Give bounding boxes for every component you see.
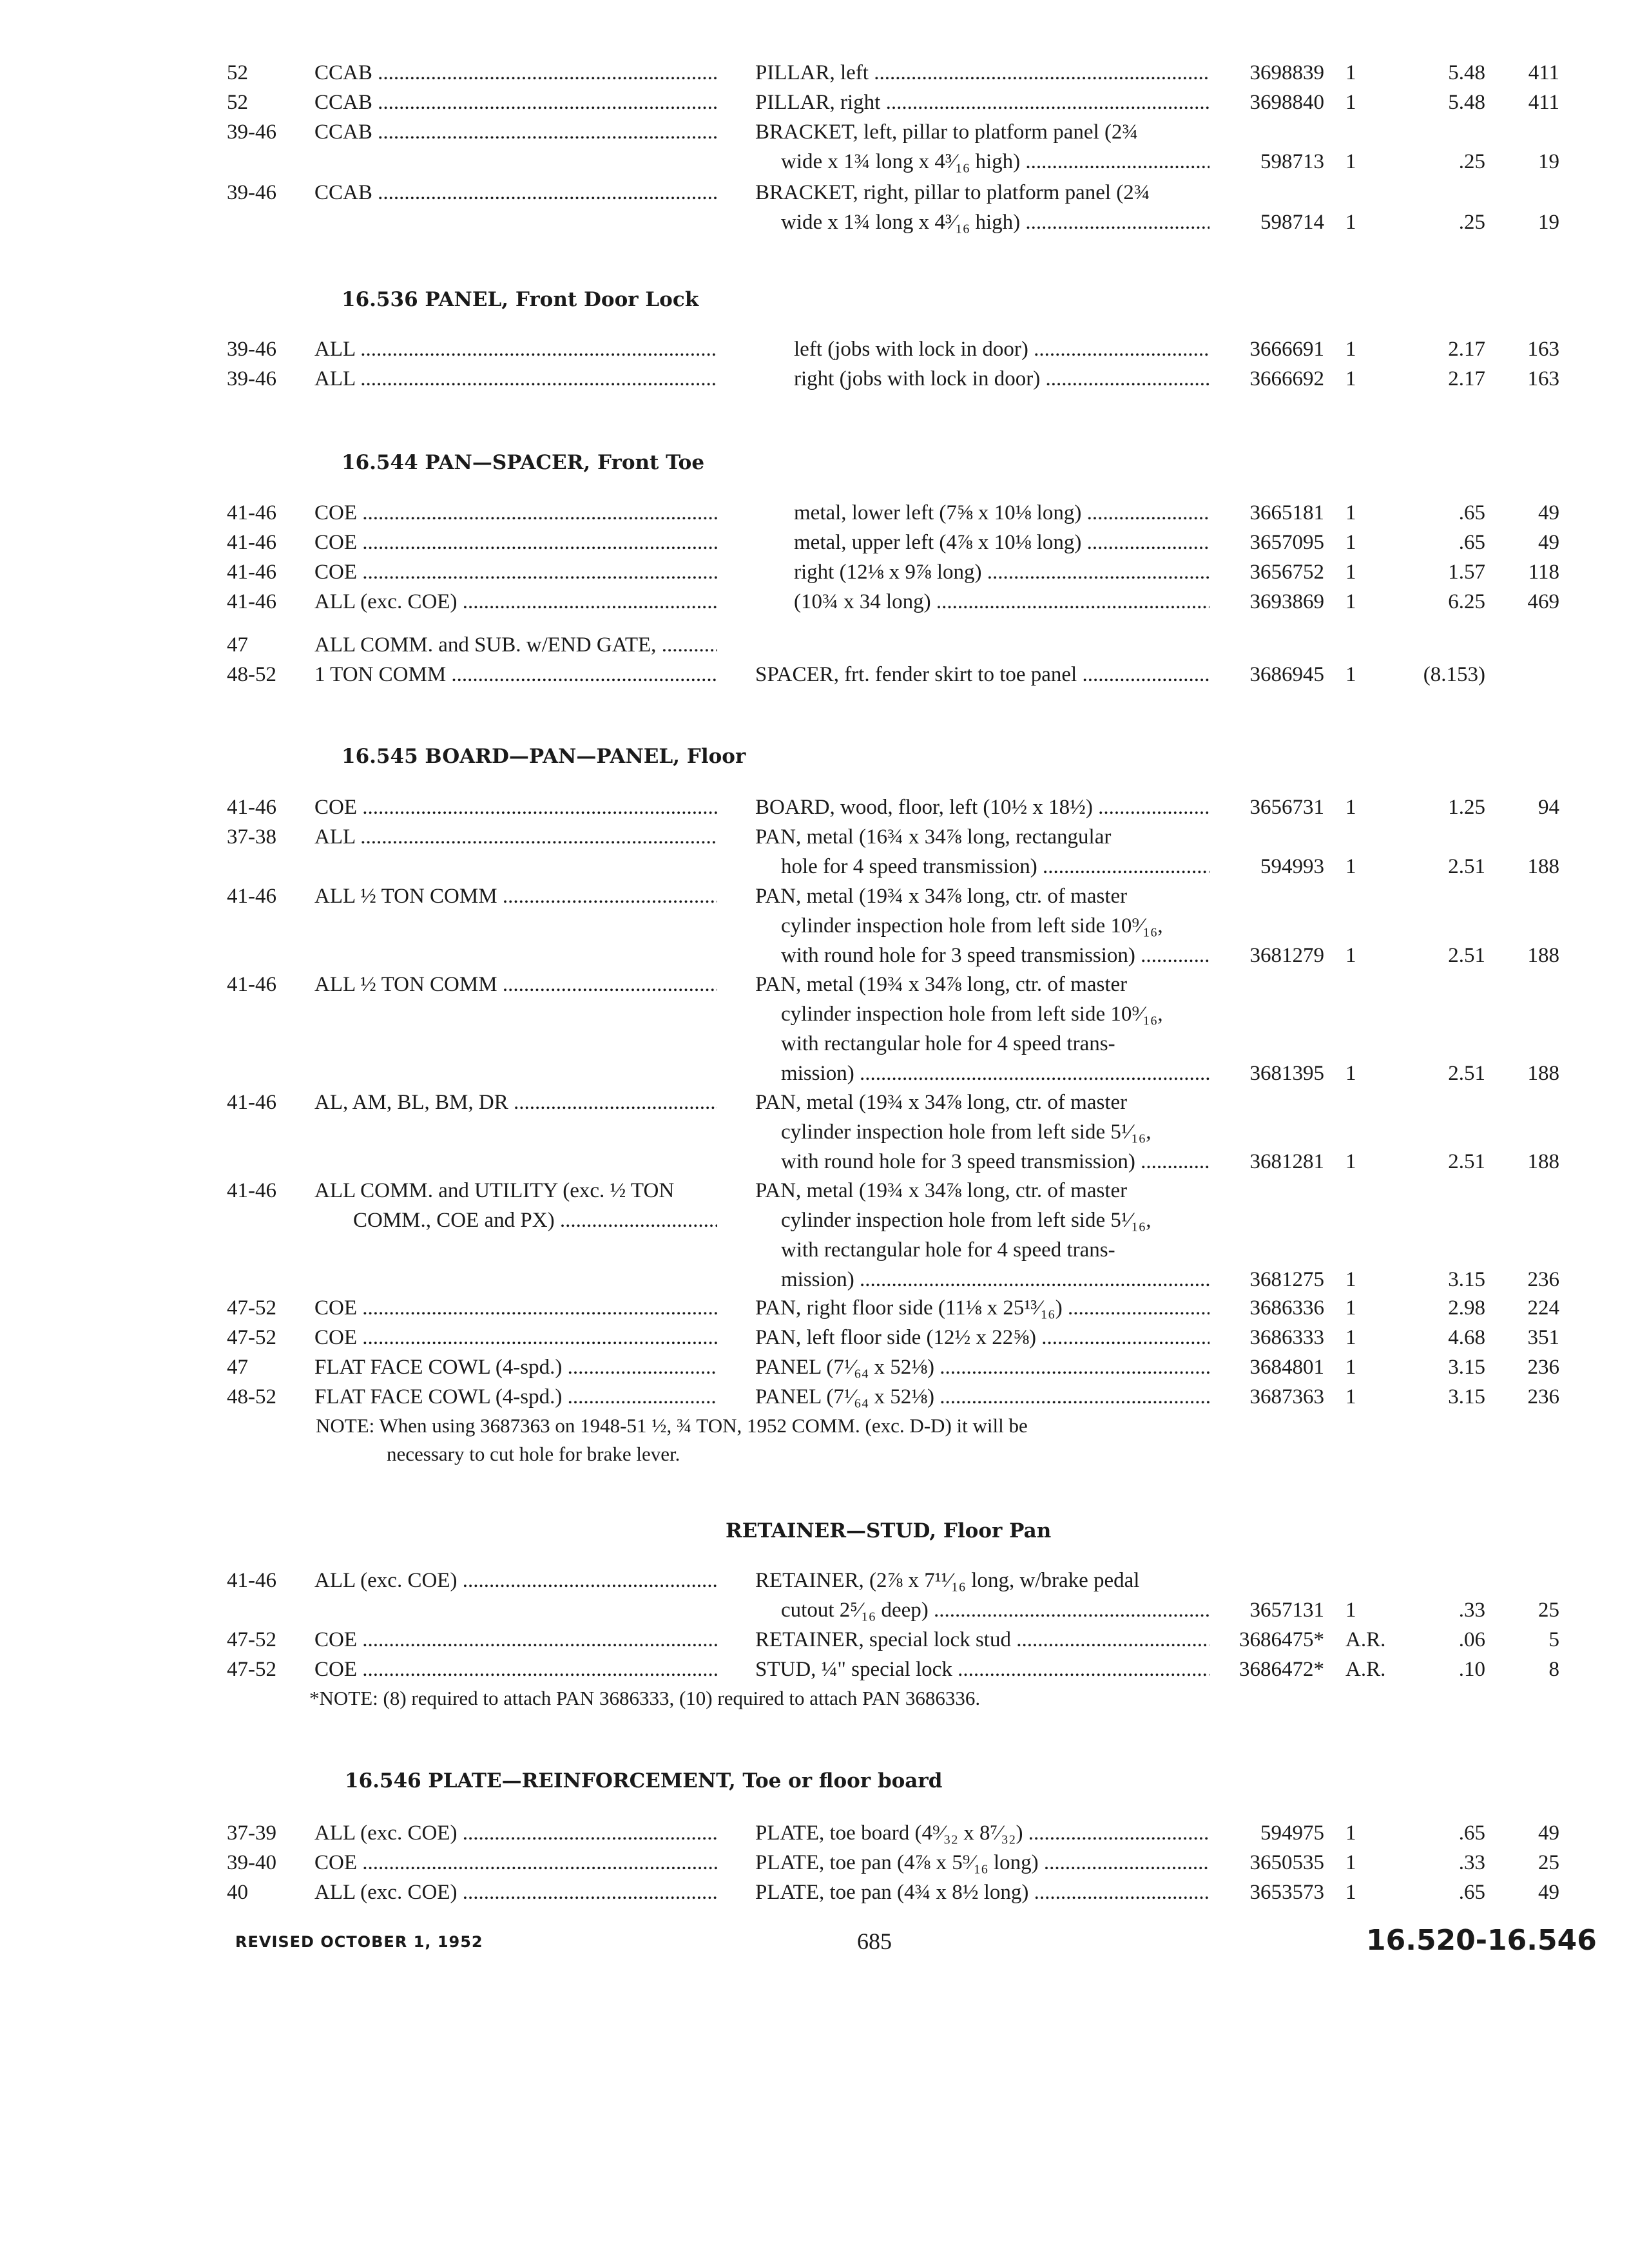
shipping-weight: 25: [1538, 1599, 1559, 1622]
value-cells: [0, 147, 1629, 177]
value-cells: [0, 1059, 1629, 1088]
year-range: 40: [227, 1881, 248, 1904]
list-price: 3.15: [1448, 1356, 1485, 1379]
part-number: 3657095: [1249, 531, 1324, 554]
part-description: PAN, right floor side (11⅛ x 25¹³⁄₁₆) .....: [755, 1293, 1210, 1323]
value-cells: [0, 660, 1629, 689]
model-applicability: COE .....: [314, 793, 717, 822]
shipping-weight: 351: [1527, 1326, 1559, 1349]
year-range: 48-52: [227, 1385, 276, 1408]
quantity: 1: [1345, 211, 1356, 234]
note-text: NOTE: When using 3687363 on 1948-51 ½, ¾ TON, 1952 COMM. (exc. D-D) it will be: [316, 1414, 1028, 1437]
quantity: 1: [1345, 944, 1356, 967]
year-range: 41-46: [227, 1091, 276, 1114]
description-line: [0, 1117, 1629, 1147]
description-line: [0, 1029, 1629, 1059]
value-cells: [0, 1293, 1629, 1323]
list-price: 3.15: [1448, 1385, 1485, 1408]
quantity: A.R.: [1345, 1628, 1386, 1651]
list-price: .10: [1458, 1658, 1485, 1681]
part-description: cutout 2⁵⁄₁₆ deep) .....: [755, 1595, 1210, 1625]
shipping-weight: 163: [1527, 367, 1559, 390]
section-title: 16.546 PLATE—REINFORCEMENT, Toe or floor board: [345, 1769, 943, 1792]
year-range: 39-40: [227, 1851, 276, 1874]
shipping-weight: 49: [1538, 1821, 1559, 1845]
model-applicability: ALL COMM. and UTILITY (exc. ½ TON: [314, 1179, 675, 1202]
list-price: 2.17: [1448, 367, 1485, 390]
value-cells: [0, 793, 1629, 822]
part-description: metal, upper left (4⅞ x 10⅛ long) .....: [755, 528, 1210, 557]
model-applicability: COE .....: [314, 498, 717, 528]
year-range: 41-46: [227, 1569, 276, 1592]
part-number: 594975: [1260, 1821, 1324, 1845]
model-applicability: FLAT FACE COWL (4-spd.) .....: [314, 1382, 717, 1412]
year-range: 41-46: [227, 531, 276, 554]
shipping-weight: 236: [1527, 1268, 1559, 1291]
part-number: 3686333: [1249, 1326, 1324, 1349]
shipping-weight: 5: [1548, 1628, 1559, 1651]
year-range: 47: [227, 1356, 248, 1379]
part-description: RETAINER, special lock stud .....: [755, 1625, 1210, 1655]
quantity: 1: [1345, 338, 1356, 361]
model-applicability: ALL COMM. and SUB. w/END GATE, .....: [314, 630, 717, 660]
description-line: [0, 1088, 1629, 1117]
quantity: 1: [1345, 1385, 1356, 1408]
model-applicability: COE .....: [314, 557, 717, 587]
value-cells: [0, 1352, 1629, 1382]
part-description: wide x 1¾ long x 4³⁄₁₆ high) .....: [755, 207, 1210, 237]
model-applicability: 1 TON COMM .....: [314, 660, 717, 689]
year-range: 47-52: [227, 1326, 276, 1349]
list-price: .25: [1458, 211, 1485, 234]
quantity: 1: [1345, 1326, 1356, 1349]
shipping-weight: 49: [1538, 501, 1559, 524]
part-description: cylinder inspection hole from left side 10⁹⁄₁₆,: [781, 1003, 1163, 1026]
model-applicability: ALL ½ TON COMM .....: [314, 881, 717, 911]
model-applicability: ALL .....: [314, 364, 717, 394]
list-price: 1.25: [1448, 796, 1485, 819]
part-description: with rectangular hole for 4 speed trans-: [781, 1032, 1115, 1055]
part-number: 3698840: [1249, 91, 1324, 114]
quantity: 1: [1345, 367, 1356, 390]
quantity: 1: [1345, 1881, 1356, 1904]
model-applicability: ALL (exc. COE) .....: [314, 1878, 717, 1907]
quantity: 1: [1345, 1356, 1356, 1379]
part-description: hole for 4 speed transmission) .....: [755, 852, 1210, 881]
model-applicability: ALL (exc. COE) .....: [314, 1566, 717, 1595]
model-applicability: COE .....: [314, 528, 717, 557]
list-price: 5.48: [1448, 91, 1485, 114]
quantity: 1: [1345, 61, 1356, 84]
shipping-weight: 188: [1527, 855, 1559, 878]
quantity: 1: [1345, 1150, 1356, 1173]
year-range: 52: [227, 91, 248, 114]
value-cells: [0, 528, 1629, 557]
part-description: cylinder inspection hole from left side 5¹⁄₁₆,: [781, 1209, 1152, 1232]
shipping-weight: 49: [1538, 1881, 1559, 1904]
part-description: with round hole for 3 speed transmission) .....: [755, 941, 1210, 970]
quantity: 1: [1345, 561, 1356, 584]
year-range: 37-39: [227, 1821, 276, 1845]
part-description: PAN, metal (19¾ x 34⅞ long, ctr. of master: [755, 973, 1128, 996]
model-applicability: AL, AM, BL, BM, DR .....: [314, 1088, 717, 1117]
model-applicability: CCAB .....: [314, 178, 717, 207]
model-applicability: ALL (exc. COE) .....: [314, 1818, 717, 1848]
part-number: 3681275: [1249, 1268, 1324, 1291]
part-description: PLATE, toe pan (4¾ x 8½ long) .....: [755, 1878, 1210, 1907]
list-price: .65: [1458, 1821, 1485, 1845]
value-cells: [0, 1818, 1629, 1848]
quantity: 1: [1345, 1851, 1356, 1874]
part-number: 3666692: [1249, 367, 1324, 390]
description-line: [0, 970, 1629, 999]
part-number: 3687363: [1249, 1385, 1324, 1408]
section-title: RETAINER—STUD, Floor Pan: [726, 1519, 1052, 1542]
value-cells: [0, 1878, 1629, 1907]
quantity: 1: [1345, 531, 1356, 554]
value-cells: [0, 941, 1629, 970]
part-description: BOARD, wood, floor, left (10½ x 18½) .....: [755, 793, 1210, 822]
year-range: 48-52: [227, 663, 276, 686]
shipping-weight: 19: [1538, 150, 1559, 173]
part-description: BRACKET, right, pillar to platform panel (2¾: [755, 181, 1150, 204]
quantity: 1: [1345, 1268, 1356, 1291]
shipping-weight: 49: [1538, 531, 1559, 554]
page-number: 685: [857, 1928, 892, 1954]
description-line: [0, 999, 1629, 1029]
shipping-weight: 469: [1527, 590, 1559, 613]
year-range: 41-46: [227, 561, 276, 584]
description-line: [0, 117, 1629, 147]
model-applicability: CCAB .....: [314, 117, 717, 147]
quantity: 1: [1345, 1062, 1356, 1085]
part-number: 3698839: [1249, 61, 1324, 84]
model-applicability: CCAB .....: [314, 88, 717, 117]
part-description: mission) .....: [755, 1059, 1210, 1088]
part-description: PILLAR, right .....: [755, 88, 1210, 117]
part-number: 3681279: [1249, 944, 1324, 967]
part-description: (10¾ x 34 long) .....: [755, 587, 1210, 617]
value-cells: [0, 1265, 1629, 1294]
value-cells: [0, 364, 1629, 394]
part-description: PAN, metal (19¾ x 34⅞ long, ctr. of master: [755, 885, 1128, 908]
description-line: [0, 911, 1629, 941]
quantity: 1: [1345, 855, 1356, 878]
part-description: PANEL (7¹⁄₆₄ x 52⅛) .....: [755, 1382, 1210, 1412]
value-cells: [0, 1848, 1629, 1878]
value-cells: [0, 1323, 1629, 1352]
shipping-weight: 94: [1538, 796, 1559, 819]
year-range: 47-52: [227, 1658, 276, 1681]
year-range: 47-52: [227, 1296, 276, 1320]
model-applicability: ALL (exc. COE) .....: [314, 587, 717, 617]
part-number: 3686475*: [1239, 1628, 1324, 1651]
part-number: 3653573: [1249, 1881, 1324, 1904]
part-description: right (jobs with lock in door) .....: [755, 364, 1210, 394]
quantity: 1: [1345, 150, 1356, 173]
model-applicability: ALL ½ TON COMM .....: [314, 970, 717, 999]
shipping-weight: 118: [1528, 561, 1559, 584]
list-price: .65: [1458, 531, 1485, 554]
model-applicability: COE .....: [314, 1293, 717, 1323]
model-applicability: COE .....: [314, 1848, 717, 1878]
shipping-weight: 188: [1527, 1150, 1559, 1173]
part-description: with rectangular hole for 4 speed trans-: [781, 1238, 1115, 1262]
shipping-weight: 411: [1528, 91, 1559, 114]
value-cells: [0, 58, 1629, 88]
year-range: 47: [227, 633, 248, 657]
part-number: 3684801: [1249, 1356, 1324, 1379]
value-cells: [0, 1625, 1629, 1655]
description-line: [0, 1176, 1629, 1206]
part-number: 3693869: [1249, 590, 1324, 613]
list-price: 2.51: [1448, 1062, 1485, 1085]
section-range: 16.520-16.546: [1366, 1924, 1597, 1957]
section-title: 16.536 PANEL, Front Door Lock: [342, 288, 699, 311]
year-range: 41-46: [227, 973, 276, 996]
part-number: 3656731: [1249, 796, 1324, 819]
list-price: 5.48: [1448, 61, 1485, 84]
part-description: PILLAR, left .....: [755, 58, 1210, 88]
quantity: 1: [1345, 1296, 1356, 1320]
year-range: 41-46: [227, 796, 276, 819]
part-number: 3665181: [1249, 501, 1324, 524]
shipping-weight: 236: [1527, 1385, 1559, 1408]
year-range: 47-52: [227, 1628, 276, 1651]
year-range: 41-46: [227, 885, 276, 908]
quantity: 1: [1345, 501, 1356, 524]
shipping-weight: 188: [1527, 944, 1559, 967]
list-price: 1.57: [1448, 561, 1485, 584]
value-cells: [0, 1147, 1629, 1177]
part-description: wide x 1¾ long x 4³⁄₁₆ high) .....: [755, 147, 1210, 177]
model-applicability-cont: COMM., COE and PX) .....: [314, 1206, 717, 1235]
part-number: 3686945: [1249, 663, 1324, 686]
shipping-weight: 8: [1548, 1658, 1559, 1681]
value-cells: [0, 88, 1629, 117]
description-line: [0, 881, 1629, 911]
list-price: 4.68: [1448, 1326, 1485, 1349]
part-description: with round hole for 3 speed transmission) .....: [755, 1147, 1210, 1177]
value-cells: [0, 1655, 1629, 1684]
model-applicability: COE .....: [314, 1323, 717, 1352]
part-description: left (jobs with lock in door) .....: [755, 334, 1210, 364]
part-number: 598714: [1260, 211, 1324, 234]
list-price: 6.25: [1448, 590, 1485, 613]
value-cells: [0, 852, 1629, 881]
description-line: [0, 822, 1629, 852]
part-number: 3650535: [1249, 1851, 1324, 1874]
list-price: 2.98: [1448, 1296, 1485, 1320]
part-description: cylinder inspection hole from left side 5¹⁄₁₆,: [781, 1120, 1152, 1144]
description-line: [0, 1566, 1629, 1595]
model-applicability: ALL .....: [314, 822, 717, 852]
value-cells: [0, 1595, 1629, 1625]
model-applicability: CCAB .....: [314, 58, 717, 88]
part-description: right (12⅛ x 9⅞ long) .....: [755, 557, 1210, 587]
part-number: 3656752: [1249, 561, 1324, 584]
quantity: A.R.: [1345, 1658, 1386, 1681]
part-number: 3657131: [1249, 1599, 1324, 1622]
description-line: [0, 178, 1629, 207]
quantity: 1: [1345, 663, 1356, 686]
part-number: 594993: [1260, 855, 1324, 878]
year-range: 39-46: [227, 367, 276, 390]
model-applicability: COE .....: [314, 1655, 717, 1684]
shipping-weight: 19: [1538, 211, 1559, 234]
year-range: 39-46: [227, 181, 276, 204]
shipping-weight: 188: [1527, 1062, 1559, 1085]
part-description: PAN, metal (19¾ x 34⅞ long, ctr. of master: [755, 1179, 1128, 1202]
shipping-weight: 411: [1528, 61, 1559, 84]
year-range: 41-46: [227, 501, 276, 524]
list-price: 3.15: [1448, 1268, 1485, 1291]
list-price: .65: [1458, 1881, 1485, 1904]
part-description: cylinder inspection hole from left side 10⁹⁄₁₆,: [781, 914, 1163, 937]
table-row: [0, 630, 1629, 660]
model-applicability: FLAT FACE COWL (4-spd.) .....: [314, 1352, 717, 1382]
value-cells: [0, 1382, 1629, 1412]
shipping-weight: 25: [1538, 1851, 1559, 1874]
quantity: 1: [1345, 1599, 1356, 1622]
part-description: metal, lower left (7⅝ x 10⅛ long) .....: [755, 498, 1210, 528]
list-price: (8.153): [1423, 663, 1485, 686]
part-number: 3681395: [1249, 1062, 1324, 1085]
list-price: .25: [1458, 150, 1485, 173]
year-range: 41-46: [227, 590, 276, 613]
description-line: [0, 1235, 1629, 1265]
value-cells: [0, 498, 1629, 528]
part-number: 3686336: [1249, 1296, 1324, 1320]
part-description: PAN, metal (19¾ x 34⅞ long, ctr. of master: [755, 1091, 1128, 1114]
part-description: PAN, metal (16¾ x 34⅞ long, rectangular: [755, 825, 1112, 849]
part-description: BRACKET, left, pillar to platform panel (2¾: [755, 120, 1139, 144]
list-price: .65: [1458, 501, 1485, 524]
year-range: 41-46: [227, 1179, 276, 1202]
year-range: 52: [227, 61, 248, 84]
shipping-weight: 224: [1527, 1296, 1559, 1320]
year-range: 39-46: [227, 338, 276, 361]
list-price: 2.51: [1448, 944, 1485, 967]
quantity: 1: [1345, 91, 1356, 114]
list-price: 2.51: [1448, 855, 1485, 878]
part-description: PLATE, toe board (4⁹⁄₃₂ x 8⁷⁄₃₂) .....: [755, 1818, 1210, 1848]
quantity: 1: [1345, 590, 1356, 613]
value-cells: [0, 207, 1629, 237]
value-cells: [0, 334, 1629, 364]
shipping-weight: 236: [1527, 1356, 1559, 1379]
part-number: 598713: [1260, 150, 1324, 173]
revision-date: REVISED OCTOBER 1, 1952: [235, 1933, 483, 1951]
note-text: necessary to cut hole for brake lever.: [387, 1443, 680, 1465]
year-range: 37-38: [227, 825, 276, 849]
model-applicability: ALL .....: [314, 334, 717, 364]
part-number: 3681281: [1249, 1150, 1324, 1173]
note-text: *NOTE: (8) required to attach PAN 3686333, (10) required to attach PAN 3686336.: [309, 1687, 981, 1709]
section-title: 16.544 PAN—SPACER, Front Toe: [342, 451, 705, 474]
part-description: PAN, left floor side (12½ x 22⅝) .....: [755, 1323, 1210, 1352]
year-range: 39-46: [227, 120, 276, 144]
shipping-weight: 163: [1527, 338, 1559, 361]
part-description: mission) .....: [755, 1265, 1210, 1294]
value-cells: [0, 587, 1629, 617]
list-price: .33: [1458, 1851, 1485, 1874]
part-description: RETAINER, (2⅞ x 7¹¹⁄₁₆ long, w/brake pedal: [755, 1569, 1140, 1592]
part-description: PANEL (7¹⁄₆₄ x 52⅛) .....: [755, 1352, 1210, 1382]
model-applicability: COE .....: [314, 1625, 717, 1655]
part-description: PLATE, toe pan (4⅞ x 5⁹⁄₁₆ long) .....: [755, 1848, 1210, 1878]
list-price: 2.51: [1448, 1150, 1485, 1173]
section-title: 16.545 BOARD—PAN—PANEL, Floor: [342, 745, 746, 768]
part-description: STUD, ¼" special lock .....: [755, 1655, 1210, 1684]
part-description: SPACER, frt. fender skirt to toe panel .....: [755, 660, 1210, 689]
description-line: [0, 1206, 1629, 1235]
quantity: 1: [1345, 796, 1356, 819]
value-cells: [0, 557, 1629, 587]
list-price: .06: [1458, 1628, 1485, 1651]
list-price: 2.17: [1448, 338, 1485, 361]
part-number: 3686472*: [1239, 1658, 1324, 1681]
list-price: .33: [1458, 1599, 1485, 1622]
part-number: 3666691: [1249, 338, 1324, 361]
quantity: 1: [1345, 1821, 1356, 1845]
